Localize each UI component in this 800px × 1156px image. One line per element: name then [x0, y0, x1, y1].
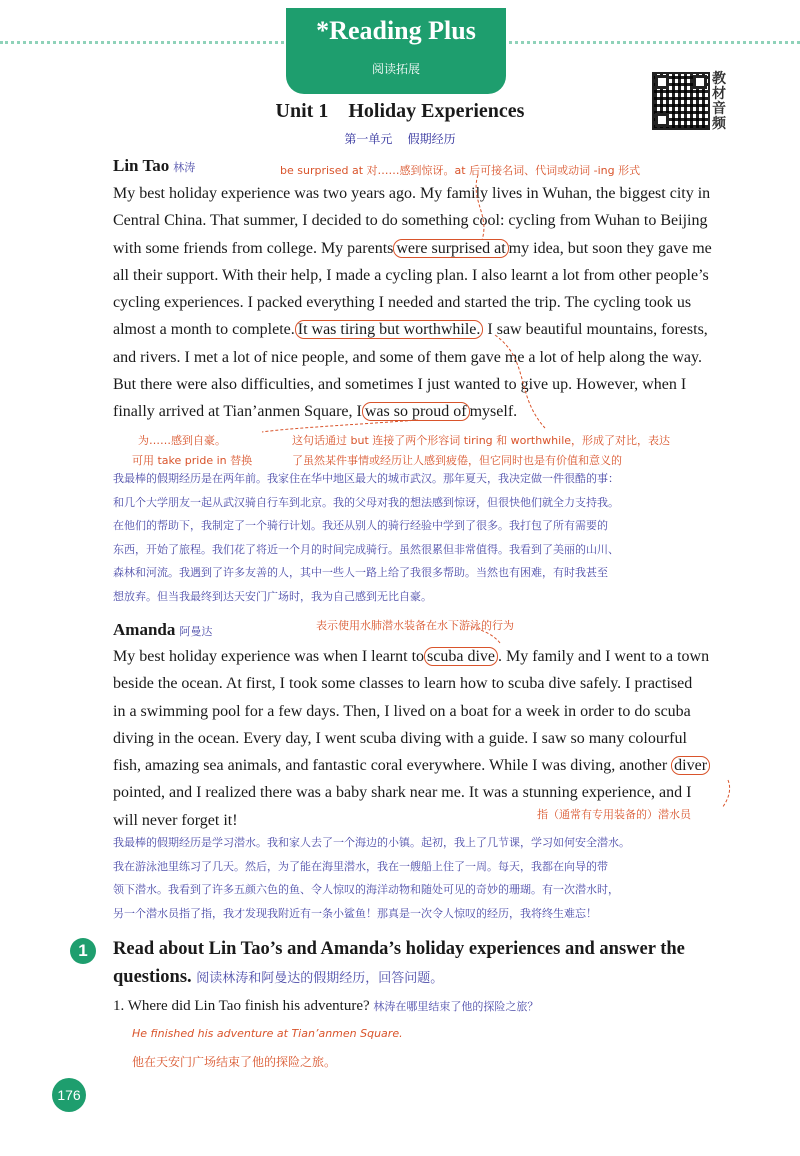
- translation-line: 想放弃。但当我最终到达天安门广场时，我为自己感到无比自豪。: [113, 589, 432, 603]
- question-1: [113, 998, 538, 1015]
- question-1-en: 1. Where did Lin Tao finish his adventure?: [113, 998, 370, 1014]
- unit-title: Unit 1 Holiday Experiences: [275, 100, 525, 122]
- qr-audio-label: 教材音频: [712, 71, 726, 132]
- passage-line: and rivers. I met a lot of nice people, and some of them gave me a lot of help along the way.: [113, 348, 702, 366]
- speaker-name: Lin Tao: [113, 156, 170, 175]
- text-run: myself.: [469, 403, 518, 421]
- circled-phrase: was so proud of: [362, 402, 470, 421]
- translation-line: 我最棒的假期经历是在两年前。我家住在华中地区最大的城市武汉。那年夏天，我决定做一件很酷的事：: [113, 472, 619, 485]
- exercise-number-badge: 1: [70, 938, 96, 964]
- translation-line: 领下潜水。我看到了许多五颜六色的鱼、令人惊叹的海洋动物和随处可见的奇妙的珊瑚。有一次潜水时，: [113, 883, 619, 896]
- lin-tao-translation: [113, 467, 733, 608]
- text-run: . My family and I went to a town: [498, 648, 710, 665]
- heading-en-line-2: questions.: [113, 967, 192, 987]
- text-run: finally arrived at Tian’anmen Square, I: [113, 403, 362, 421]
- speaker-name: Amanda: [113, 620, 176, 639]
- passage-line: But there were also difficulties, and sometimes I just wanted to give up. However, when I: [113, 376, 687, 394]
- passage-line: beside the ocean. At first, I took some classes to learn how to scuba dive safely. I practised: [113, 675, 693, 693]
- passage-line: pointed, and I realized there was a baby shark near me. It was a stunning experience, and I: [113, 784, 692, 802]
- banner-title: *Reading Plus: [316, 16, 476, 45]
- text-run: fish, amazing sea animals, and fantastic coral everywhere. While I was diving, another: [113, 757, 668, 775]
- translation-line: 森林和河流。我遇到了许多友善的人，其中一些人一路上给了我很多帮助。当然也有困难，有时我甚至: [113, 566, 608, 579]
- text-run: I saw beautiful mountains, forests,: [487, 321, 708, 339]
- text-run: My best holiday experience was when I learnt to: [113, 648, 425, 665]
- answer-1-cn: 他在天安门广场结束了他的探险之旅。: [132, 1055, 337, 1069]
- speaker-name-cn: 林涛: [173, 161, 196, 174]
- annotation-but-contrast: 这句话通过 but 连接了两个形容词 tiring 和 worthwhile，形成了对比，表达: [292, 434, 671, 447]
- banner-subtitle: 阅读拓展: [371, 62, 420, 76]
- text-run: almost a month to complete.: [113, 321, 295, 339]
- passage-line: Central China. That summer, I decided to do something cool: cycling from Wuhan to Beijing: [113, 212, 708, 230]
- circled-phrase: diver: [671, 756, 710, 775]
- passage-line: will never forget it!: [113, 811, 238, 829]
- passage-line: [113, 643, 733, 670]
- translation-line: 我在游泳池里练习了几天。然后，为了能在海里潜水，我在一艘船上住了一周。每天，我都在向导的带: [113, 859, 608, 873]
- circled-phrase: scuba dive: [424, 647, 498, 666]
- circled-phrase: It was tiring but worthwhile.: [295, 320, 484, 339]
- translation-line: 和几个大学朋友一起从武汉骑自行车到北京。我的父母对我的想法感到惊讶，但很快他们就全力支持我。: [113, 495, 619, 509]
- text-run: with some friends from college. My parents: [113, 239, 394, 257]
- annotation-scuba-dive: 表示使用水肺潜水装备在水下游泳的行为: [316, 619, 514, 632]
- annotation-surprised-at: be surprised at 对……感到惊讶。at 后可接名词、代词或动词 -ing 形式: [280, 164, 641, 177]
- passage-line: cycling experiences. I packed everything I needed and started the trip. The cycling took us: [113, 294, 692, 312]
- question-1-cn: 林涛在哪里结束了他的探险之旅？: [373, 1000, 539, 1013]
- passage-line: in a swimming pool for a few days. Then, I lived on a boat for a week in order to do scuba: [113, 702, 691, 720]
- annotation-proud-of: 为……感到自豪。: [138, 434, 226, 447]
- circled-phrase: were surprised at: [393, 239, 508, 258]
- translation-line: 东西，开始了旅程。我们花了将近一个月的时间完成骑行。虽然很累但非常值得。我看到了美丽的山川、: [113, 542, 619, 556]
- amanda-heading: [113, 620, 212, 640]
- translation-line: 在他们的帮助下，我制定了一个骑行计划。我还从别人的骑行经验中学到了很多。我打包了所有需要的: [113, 519, 608, 532]
- annotation-take-pride: 可用 take pride in 替换: [132, 454, 253, 467]
- annotation-diver: 指（通常有专用装备的）潜水员: [537, 808, 691, 821]
- annotation-but-contrast-2: 了虽然某件事情或经历让人感到疲倦，但它同时也是有价值和意义的: [292, 454, 622, 467]
- heading-cn: 阅读林涛和阿曼达的假期经历，回答问题。: [196, 971, 444, 986]
- answer-1-en: He finished his adventure at Tian’anmen Square.: [132, 1027, 403, 1040]
- exercise-heading: [113, 935, 738, 993]
- translation-line: 我最棒的假期经历是学习潜水。我和家人去了一个海边的小镇。起初，我上了几节课，学习如何安全潜水。: [113, 836, 630, 849]
- amanda-translation: [113, 831, 733, 925]
- passage-line: My best holiday experience was two years ago. My family lives in Wuhan, the biggest city in: [113, 185, 711, 202]
- passage-line: [113, 752, 733, 779]
- text-run: my idea, but soon they gave me: [508, 239, 712, 257]
- speaker-name-cn: 阿曼达: [179, 625, 213, 638]
- heading-en-line-1: Read about Lin Tao’s and Amanda’s holiday experiences and answer the: [113, 939, 685, 959]
- page-number-badge: 176: [52, 1078, 86, 1112]
- passage-line: all their support. With their help, I made a cycling plan. I also learnt a lot from other people’s: [113, 266, 709, 284]
- passage-line: diving in the ocean. Every day, I went scuba diving with a guide. I saw so many colourful: [113, 729, 687, 747]
- unit-subtitle: 第一单元 假期经历: [344, 132, 456, 146]
- translation-line: 另一个潜水员指了指，我才发现我附近有一条小鲨鱼！那真是一次令人惊叹的经历，我将终生难忘！: [113, 906, 597, 920]
